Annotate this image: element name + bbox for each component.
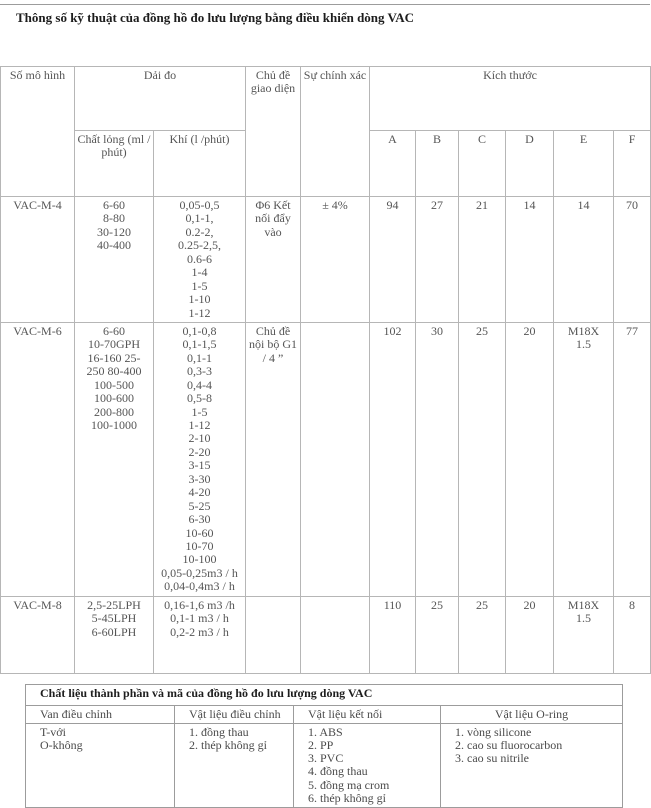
dim-e-cell: M18X 1.5 bbox=[554, 322, 614, 596]
spec-header-liquid: Chất lỏng (ml / phút) bbox=[75, 131, 154, 197]
dim-a-cell: 102 bbox=[370, 322, 416, 596]
spec-header-row-1 bbox=[1, 67, 651, 131]
valve-options-cell: T-với O-không bbox=[26, 723, 175, 807]
spec-header-model: Số mô hình bbox=[1, 67, 75, 197]
model-cell: VAC-M-4 bbox=[1, 197, 75, 323]
materials-title-row bbox=[26, 684, 623, 705]
materials-header-adjust-material: Vật liệu điều chỉnh bbox=[175, 705, 294, 723]
spec-table bbox=[0, 66, 651, 674]
dim-d-cell: 20 bbox=[506, 322, 554, 596]
model-cell: VAC-M-6 bbox=[1, 322, 75, 596]
dim-d-cell: 20 bbox=[506, 596, 554, 673]
dim-f-cell: 77 bbox=[614, 322, 651, 596]
dim-f-cell: 70 bbox=[614, 197, 651, 323]
interface-cell: Φ6 Kết nối đẩy vào bbox=[246, 197, 301, 323]
materials-header-connection-material: Vật liệu kết nối bbox=[294, 705, 441, 723]
dim-c-cell: 25 bbox=[459, 596, 506, 673]
page bbox=[0, 4, 650, 805]
page-title: Thông số kỹ thuật của đồng hồ đo lưu lượng bằng điều khiển dòng VAC bbox=[0, 4, 650, 64]
gas-range-cell: 0,05-0,5 0,1-1, 0.2-2, 0.25-2,5, 0.6-6 1-4 1-5 1-10 1-12 bbox=[154, 197, 246, 323]
spec-row-vac-m-6 bbox=[1, 322, 651, 596]
dim-c-cell: 25 bbox=[459, 322, 506, 596]
liquid-range-cell: 6-60 10-70GPH 16-160 25- 250 80-400 100-500 100-600 200-800 100-1000 bbox=[75, 322, 154, 596]
dim-b-cell: 25 bbox=[416, 596, 459, 673]
gas-range-cell: 0,16-1,6 m3 /h 0,1-1 m3 / h 0,2-2 m3 / h bbox=[154, 596, 246, 673]
spec-header-accuracy: Sự chính xác bbox=[301, 67, 370, 197]
dim-d-cell: 14 bbox=[506, 197, 554, 323]
materials-data-row bbox=[26, 723, 623, 807]
dim-b-cell: 30 bbox=[416, 322, 459, 596]
materials-header-row bbox=[26, 705, 623, 723]
accuracy-cell: ± 4% bbox=[301, 197, 370, 323]
dim-c-cell: 21 bbox=[459, 197, 506, 323]
dim-a-cell: 94 bbox=[370, 197, 416, 323]
interface-cell bbox=[246, 596, 301, 673]
materials-table-title: Chất liệu thành phần và mã của đồng hồ đo lưu lượng dòng VAC bbox=[26, 684, 623, 705]
gas-range-cell: 0,1-0,8 0,1-1,5 0,1-1 0,3-3 0,4-4 0,5-8 1-5 1-12 2-10 2-20 3-15 3-30 4-20 5-25 6-30 10-60 10-70 10-100 0,05-0,25m3 / h 0,04-0,4m3 / h bbox=[154, 322, 246, 596]
materials-table bbox=[25, 684, 623, 808]
dim-f-cell: 8 bbox=[614, 596, 651, 673]
liquid-range-cell: 2,5-25LPH 5-45LPH 6-60LPH bbox=[75, 596, 154, 673]
adjust-material-options-cell: 1. đồng thau 2. thép không gỉ bbox=[175, 723, 294, 807]
dim-a-cell: 110 bbox=[370, 596, 416, 673]
spec-header-dim-d: D bbox=[506, 131, 554, 197]
spec-header-dim-a: A bbox=[370, 131, 416, 197]
spec-header-dim-b: B bbox=[416, 131, 459, 197]
model-cell: VAC-M-8 bbox=[1, 596, 75, 673]
liquid-range-cell: 6-60 8-80 30-120 40-400 bbox=[75, 197, 154, 323]
interface-cell: Chủ đề nội bộ G1 / 4 ” bbox=[246, 322, 301, 596]
spec-header-interface: Chủ đề giao diện bbox=[246, 67, 301, 197]
materials-header-valve: Van điều chỉnh bbox=[26, 705, 175, 723]
spec-header-dim-e: E bbox=[554, 131, 614, 197]
dim-e-cell: 14 bbox=[554, 197, 614, 323]
spec-row-vac-m-8 bbox=[1, 596, 651, 673]
oring-material-options-cell: 1. vòng silicone 2. cao su fluorocarbon 3. cao su nitrile bbox=[441, 723, 623, 807]
materials-header-oring-material: Vật liệu O-ring bbox=[441, 705, 623, 723]
accuracy-cell bbox=[301, 322, 370, 596]
connection-material-options-cell: 1. ABS 2. PP 3. PVC 4. đồng thau 5. đồng mạ crom 6. thép không gỉ bbox=[294, 723, 441, 807]
spec-header-dim-c: C bbox=[459, 131, 506, 197]
spec-header-dimensions: Kích thước bbox=[370, 67, 651, 131]
dim-b-cell: 27 bbox=[416, 197, 459, 323]
spec-row-vac-m-4 bbox=[1, 197, 651, 323]
spec-header-gas: Khí (l /phút) bbox=[154, 131, 246, 197]
dim-e-cell: M18X 1.5 bbox=[554, 596, 614, 673]
accuracy-cell bbox=[301, 596, 370, 673]
spec-header-range: Dải đo bbox=[75, 67, 246, 131]
spec-header-dim-f: F bbox=[614, 131, 651, 197]
